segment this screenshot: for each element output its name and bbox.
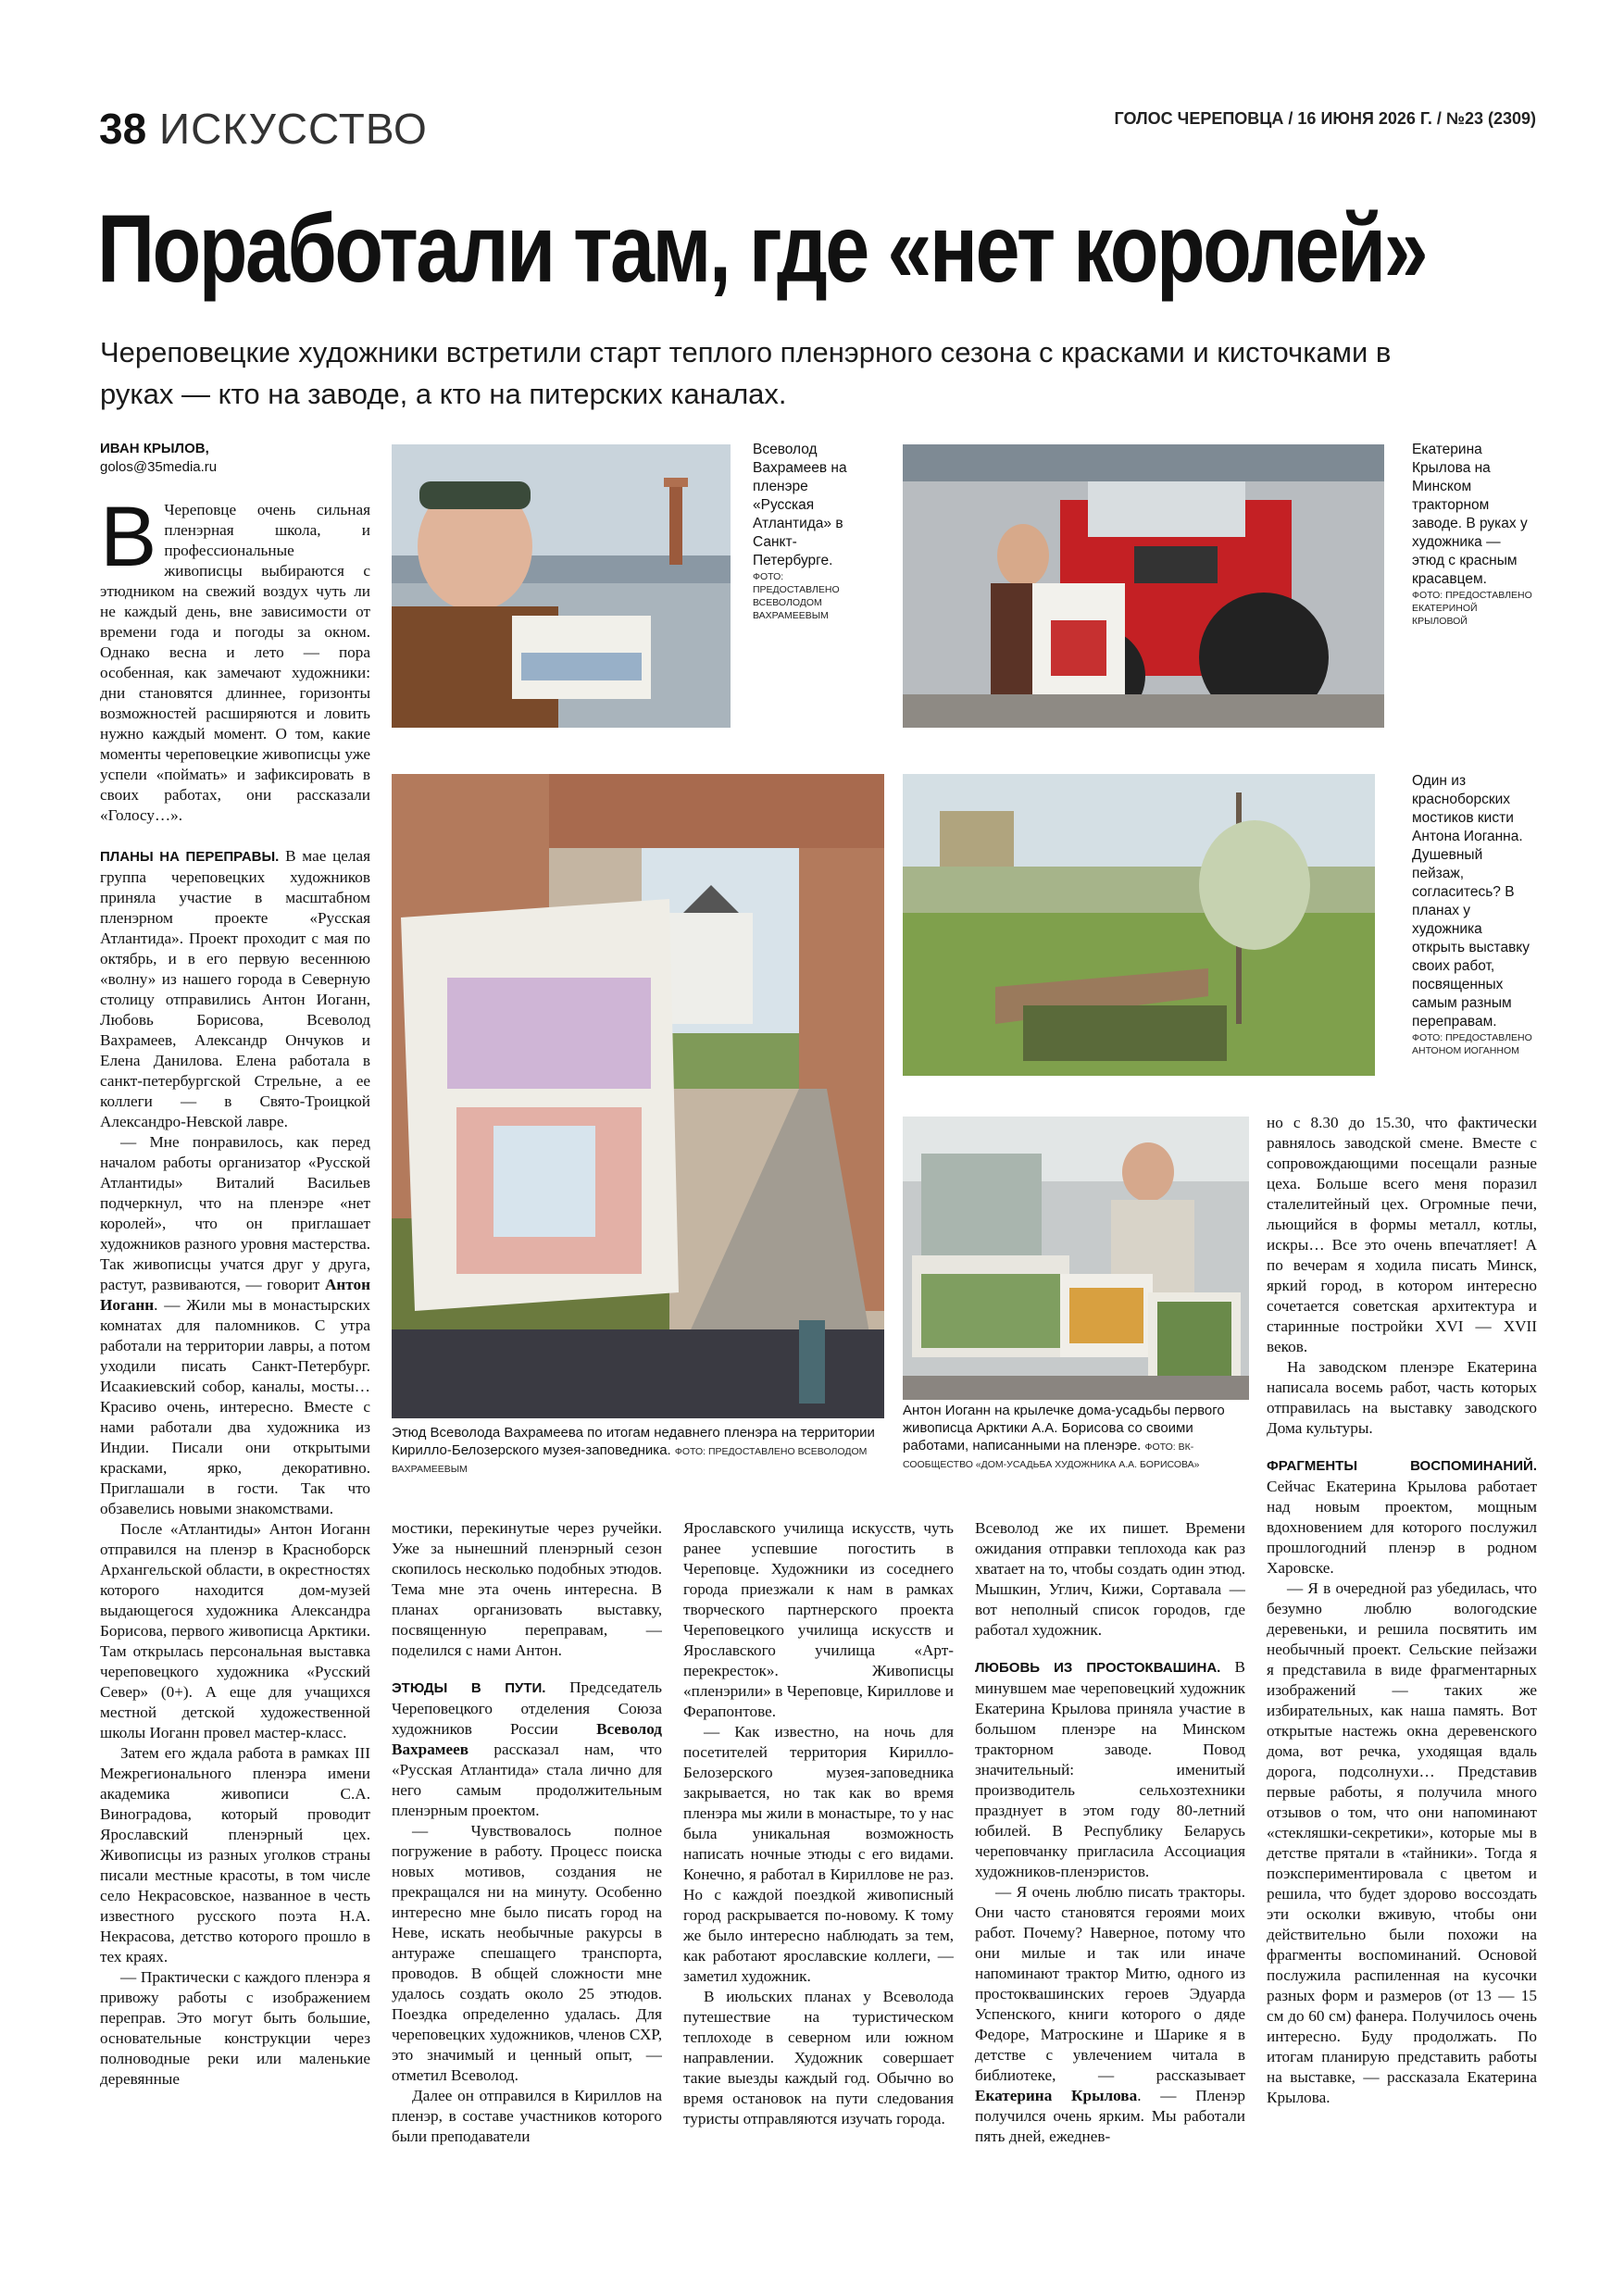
paragraph: — Я в очередной раз убедилась, что безумно люблю вологодские деревеньки, и решила посвятить им необычный проект. Сельские пейзажи я представила в виде фрагментарных изображений — таких же избирательных, как наша память. Вот открытые настежь окна деревенского дома, вот речка, уходящая вдаль дорога, подсолнухи… Представив первые работы, я получила много отзывов о том, что они напоминают «стекляшки-секретики», которые мы в детстве прятали в «тайники». Тогда я поэкспериментировала с цветом и решила, что будет здорово воссоздать эти осколки вживую, чтобы они действительно были похожи на фрагменты воспоминаний. Основой послужила распиленная на кусочки разных форм и размеров (от 13 — 15 см до 60 см) фанера. Получилось очень интересно. Буду продолжать. По итогам планирую представить работы на выставке, — рассказала Екатерина Крылова. [1267, 1579, 1537, 2106]
author-email: golos@35media.ru [100, 459, 218, 475]
paragraph: . — Жили мы в монастырских комнатах для паломников. С утра работали на территории лавры, а потом уходили писать Санкт-Петербург. Исаакиевский собор, каналы, мосты… Красиво очень, интересно. Вместе с нами работали два художника из Индии. Писали они открытыми красками, ярко, декоративно. Приглашали в гости. Так что обзавелись новыми знакомствами. [100, 1296, 370, 1517]
subheading-plans: ПЛАНЫ НА ПЕРЕПРАВЫ. [100, 849, 280, 865]
paragraph: Затем его ждала работа в рамках III Межрегионального пленэра имени академика живописи С.А. Виноградова, который проводит Ярославский пленэрный цех. Живописцы из разных уголков страны писали местные красоты, в том числе село Некрасовское, названное в честь известного русского поэта Н.А. Некрасова, детство которого прошло в тех краях. [100, 1744, 370, 1965]
paragraph: рассказал нам, что «Русская Атлантида» стала лично для него самым продолжительным пленэрным проектом. [392, 1741, 662, 1819]
paragraph: — Мне понравилось, как перед началом работы организатор «Русской Атлантиды» Виталий Васильев подчеркнул, что на пленэре «нет королей», что он приглашает художников разного уровня мастерства. Так живописцы учатся друг у друга, растут, развиваются, — говорит [100, 1133, 370, 1293]
caption-text: Антон Иоганн на крылечке дома-усадьбы первого живописца Арктики А.А. Борисова со своими работами, написанными на пленэре. [903, 1403, 1225, 1454]
article-column-3 [683, 1518, 954, 2166]
paragraph: Ярославского училища искусств, чуть ранее успевшие погостить в Череповце. Художники из соседнего города приезжали к нам в рамках творческого партнерского проекта Череповецкого училища искусств и Ярославского училища «Арт-перекресток». Живописцы «пленэрили» в Череповце, Кириллове и Ферапонтове. [683, 1519, 954, 1720]
section-title: ИСКУССТВО [159, 105, 428, 153]
photo-iogann-bridge-painting [903, 774, 1375, 1076]
caption-photo-2 [1412, 441, 1532, 628]
article-headline: Поработали там, где «нет королей» [97, 195, 1427, 303]
paragraph: Череповце очень сильная пленэрная школа, и профессиональные живописцы выбираются с этюдником на свежий воздух чуть ли не каждый день, вне зависимости от времени года и погоды за окном. Однако весна и лето — пора особенная, как замечают художники: дни становятся длиннее, горизонты возможностей расширяются и ловить нужно каждый момент. О том, какие моменты череповецкие живописцы уже успели «поймать» и зафиксировать в своих работах, они рассказали «Голосу…». [100, 501, 370, 824]
photo-vakhrameev-petersburg [392, 444, 731, 728]
photo-credit: ФОТО: ПРЕДОСТАВЛЕНО ВСЕВОЛОДОМ ВАХРАМЕЕВЫМ [753, 571, 840, 621]
subheading-fragments: ФРАГМЕНТЫ ВОСПОМИНАНИЙ. [1267, 1458, 1537, 1474]
caption-photo-3 [392, 1424, 884, 1477]
photo-krylova-tractor [903, 444, 1384, 728]
paragraph: После «Атлантиды» Антон Иоганн отправился на пленэр в Красноборск Архангельской области, в окрестностях которого находится дом-музей выдающегося художника Александра Борисова, первого живописца Арктики. Там открылась персональная выставка череповецкого художника «Русский Север» (0+). А еще для учащихся местной детской художественной школы Иоганн провел мастер-класс. [100, 1520, 370, 1741]
paragraph: мостики, перекинутые через ручейки. Уже за нынешний пленэрный сезон скопилось несколько подобных этюдов. Тема мне эта очень интересна. В планах организовать выставку, посвященную переправам, — поделился с нами Антон. [392, 1519, 662, 1659]
photo-credit: ФОТО: ПРЕДОСТАВЛЕНО ЕКАТЕРИНОЙ КРЫЛОВОЙ [1412, 590, 1532, 627]
name-bold: Всеволод Вахрамеев [392, 1720, 662, 1758]
paragraph: — Как известно, на ночь для посетителей территория Кирилло-Белозерского музея-заповедника закрывается, но так как во время пленэра мы жили в монастыре, то у нас была уникальная возможность написать ночные этюды с его видами. Конечно, я работал в Кириллове не раз. Но с каждой поездкой живописный город раскрывается по-новому. К тому же было интересно наблюдать за тем, как работают ярославские коллеги, — заметил художник. [683, 1723, 954, 1985]
page-number: 38 [99, 105, 147, 153]
caption-photo-4 [1412, 772, 1532, 1057]
paragraph: Председатель Череповецкого отделения Союза художников России [392, 1678, 662, 1738]
photo-credit: ФОТО: ПРЕДОСТАВЛЕНО ВСЕВОЛОДОМ ВАХРАМЕЕВЫМ [392, 1446, 868, 1475]
subheading-etudes: ЭТЮДЫ В ПУТИ. [392, 1680, 546, 1696]
article-column-4 [975, 1518, 1245, 2166]
caption-text: Один из красноборских мостиков кисти Антона Иоганна. Душевный пейзаж, согласитесь? В планах у художника открыть выставку своих работ, посвященных самым разным переправам. [1412, 773, 1530, 1029]
photo-credit: ФОТО: ПРЕДОСТАВЛЕНО АНТОНОМ ИОГАННОМ [1412, 1032, 1532, 1056]
article-column-1 [100, 500, 370, 2162]
caption-text: Всеволод Вахрамеев на пленэре «Русская Атлантида» в Санкт-Петербурге. [753, 442, 847, 568]
caption-photo-5 [903, 1402, 1249, 1472]
issue-info: ГОЛОС ЧЕРЕПОВЦА / 16 ИЮНЯ 2026 Г. / №23 (2309) [1114, 109, 1536, 128]
drop-cap: В [100, 500, 157, 584]
paragraph: Далее он отправился в Кириллов на пленэр, в составе участников которого были преподаватели [392, 2087, 662, 2145]
paragraph: — Практически с каждого пленэра я привожу работы с изображением переправ. Это могут быть большие, основательные конструкции через полноводные реки или маленькие деревянные [100, 1968, 370, 2088]
name-bold: Антон Иоганн [100, 1276, 370, 1314]
paragraph: Всеволод же их пишет. Времени ожидания отправки теплохода как раз хватает на то, чтобы создать один этюд. Мышкин, Углич, Кижи, Сортавала — вот неполный список городов, где работал художник. [975, 1519, 1245, 1639]
name-bold: Екатерина Крылова [975, 2087, 1138, 2104]
photo-iogann-with-works [903, 1117, 1249, 1400]
paragraph: — Чувствовалось полное погружение в работу. Процесс поиска новых мотивов, создания не прекращался ни на минуту. Особенно интересно мне было писать город на Неве, искать необычные ракурсы в антураже спешащего транспорта, проводов. В общей сложности мне удалось создать около 25 этюдов. Поездка определенно удалась. Для череповецких художников, членов СХР, это значимый и ценный опыт, — отметил Всеволод. [392, 1822, 662, 2084]
photo-credit: ФОТО: ВК-СООБЩЕСТВО «ДОМ-УСАДЬБА ХУДОЖНИКА А.А. БОРИСОВА» [903, 1441, 1200, 1470]
paragraph: В минувшем мае череповецкий художник Екатерина Крылова приняла участие в большом пленэре на Минском тракторном заводе. Повод значительный: именитый производитель сельхозтехники празднует в этом году 80-летний юбилей. В Республику Беларусь череповчанку пригласила Ассоциация художников-пленэристов. [975, 1658, 1245, 1880]
subheading-prostokvashino: ЛЮБОВЬ ИЗ ПРОСТОКВАШИНА. [975, 1660, 1221, 1676]
paragraph: но с 8.30 до 15.30, что фактически равнялось заводской смене. Вместе с сопровождающими посещали разные цеха. Больше всего меня поразил сталелитейный цех. Огромные печи, льющийся в формы металл, котлы, искры… Все это очень впечатляет! А по вечерам я ходила писать Минск, яркий город, в котором интересно сочетается советская архитектура и старинные постройки XVI — XVII веков. [1267, 1114, 1537, 1355]
caption-text: Этюд Всеволода Вахрамеева по итогам недавнего пленэра на территории Кирилло-Белозерского музея-заповедника. [392, 1425, 875, 1458]
paragraph: — Я очень люблю писать тракторы. Они часто становятся героями моих работ. Почему? Наверное, потому что они милые и так или иначе напоминают трактор Митю, одного из простоквашинских героев Эдуарда Успенского, книги которого о дяде Федоре, Матроскине и Шарике я в детстве с увлечением читала в библиотеке, — рассказывает [975, 1883, 1245, 2084]
photo-kirillov-etude [392, 774, 884, 1418]
paragraph: . — Пленэр получился очень ярким. Мы работали пять дней, ежеднев- [975, 2087, 1245, 2145]
paragraph: На заводском пленэре Екатерина написала восемь работ, часть которых отправилась на выставку заводского Дома культуры. [1267, 1358, 1537, 1437]
article-column-5 [1267, 1113, 1537, 2168]
caption-text: Екатерина Крылова на Минском тракторном заводе. В руках у художника — этюд с красным красавцем. [1412, 442, 1528, 587]
paragraph: В июльских планах у Всеволода путешествие на туристическом теплоходе в северном или южном направлении. Художник совершает такие выезды каждый год. Обычно во время остановок на пути следования туристы отправляются изучать города. [683, 1988, 954, 2128]
caption-photo-1 [753, 441, 868, 622]
article-lead: Череповецкие художники встретили старт теплого пленэрного сезона с красками и кисточками в руках — кто на заводе, а кто на питерских каналах. [100, 336, 1392, 410]
paragraph: В мае целая группа череповецких художников приняла участие в масштабном пленэрном проекте «Русская Атлантида». Проект проходит с мая по октябрь, и в его первую весеннюю «волну» из нашего города в Северную столицу отправились Антон Иоганн, Любовь Борисова, Всеволод Вахрамеев, Александр Ончуков и Елена Данилова. Елена работала в санкт-петербургской Стрельне, а ее коллеги — в Свято-Троицкой Александро-Невской лавре. [100, 847, 370, 1130]
article-author: ИВАН КРЫЛОВ, [100, 441, 209, 456]
article-column-2 [392, 1518, 662, 2166]
paragraph: Сейчас Екатерина Крылова работает над новым проектом, мощным вдохновением для которого послужил прошлогодний пленэр в родном Харовске. [1267, 1478, 1537, 1577]
